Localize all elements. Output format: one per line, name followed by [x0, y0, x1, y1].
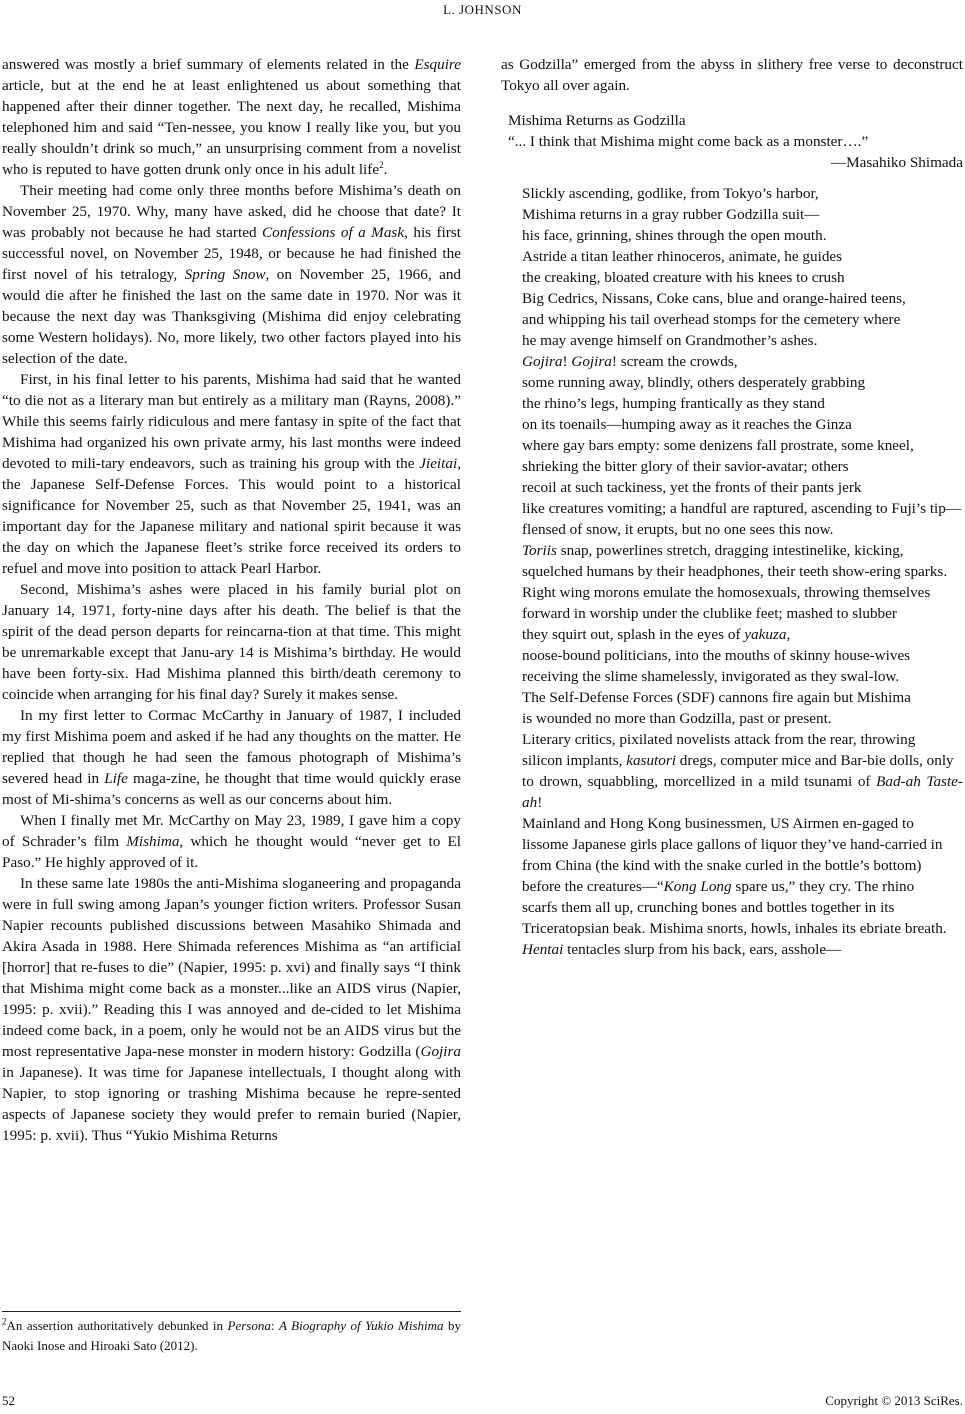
poem-line: squelched humans by their headphones, their teeth show-ering sparks. [522, 563, 948, 580]
poem-line: flensed of snow, it erupts, but no one sees this now. [522, 521, 834, 538]
poem-line: receiving the slime shamelessly, invigorated as they swal-low. [522, 668, 900, 685]
poem-line: from China (the kind with the snake curled in the bottle’s bottom) [522, 857, 922, 874]
poem-lead-in: as Godzilla” emerged from the abyss in slithery free verse to deconstruct Tokyo all over again. [501, 56, 963, 94]
body-paragraph: answered was mostly a brief summary of elements related in the Esquire article, but at the end he at least enlightened us about something that happened after their dinner together. The next day, he recalled, Mishima telephoned him and said “Ten-nessee, you know I really like you, but you really shouldn’t drink so much,” an unsurprising comment from a novelist who is reputed to have gotten drunk only once in his adult life$^2$. [2, 56, 461, 178]
poem-line: Astride a titan leather rhinoceros, animate, he guides [522, 248, 843, 265]
poem-line: Mainland and Hong Kong businessmen, US Airmen en-gaged to [522, 815, 914, 832]
poem-line: forward in worship under the clublike feet; mashed to slubber [522, 605, 897, 622]
page-number: 52 [2, 1393, 15, 1408]
poem-line: where gay bars empty: some denizens fall prostrate, some kneel, [522, 437, 914, 454]
poem-line: lissome Japanese girls place gallons of liquor they’ve hand-carried in [522, 836, 943, 853]
poem-line: on its toenails—humping away as it reaches the Ginza [522, 416, 852, 433]
footnote: $^2$An assertion authoritatively debunked in Persona: A Biography of Yukio Mishima by Naoki Inose and Hiroaki Sato (2012). [2, 1316, 462, 1353]
poem-line: the rhino’s legs, humping frantically as they stand [522, 395, 825, 412]
running-head: L. JOHNSON [443, 2, 522, 17]
poem-line: before the creatures—“Kong Long spare us,” they cry. The rhino [522, 878, 915, 895]
poem-line: they squirt out, splash in the eyes of yakuza, [522, 626, 791, 643]
poem-line: Big Cedrics, Nissans, Coke cans, blue and orange-haired teens, [522, 290, 906, 307]
poem-line: recoil at such tackiness, yet the fronts of their pants jerk [522, 479, 862, 496]
body-paragraph: In my first letter to Cormac McCarthy in January of 1987, I included my first Mishima poem and asked if he had any thoughts on the matter. He replied that though he had seen the famous photograph of Mishima’s severed head in Life maga-zine, he thought that time would quickly erase most of Mi-shima’s concerns as well as our concerns about him. [2, 707, 461, 808]
poem-line: Slickly ascending, godlike, from Tokyo’s harbor, [522, 185, 819, 202]
poem-line: Literary critics, pixilated novelists attack from the rear, throwing [522, 731, 916, 748]
copyright-notice: Copyright © 2013 SciRes. [825, 1393, 963, 1408]
poem-line: to drown, squabbling, morcellized in a mild tsunami of Bad-ah Taste-ah! [522, 773, 963, 811]
poem-line: is wounded no more than Godzilla, past or present. [522, 710, 832, 727]
poem-line: silicon implants, kasutori dregs, computer mice and Bar-bie dolls, only [522, 752, 954, 769]
poem-line: shrieking the bitter glory of their savior-avatar; others [522, 458, 849, 475]
poem-line: noose-bound politicians, into the mouths of skinny house-wives [522, 647, 911, 664]
poem-line: Triceratopsian beak. Mishima snorts, howls, inhales its ebriate breath. [522, 920, 947, 937]
body-paragraph: When I finally met Mr. McCarthy on May 23, 1989, I gave him a copy of Schrader’s film Mishima, which he thought would “never get to El Paso.” He highly approved of it. [2, 812, 461, 871]
poem-line: he may avenge himself on Grandmother’s ashes. [522, 332, 818, 349]
epigraph-author: —Masahiko Shimada [830, 154, 963, 171]
poem-line: Toriis snap, powerlines stretch, dragging intestinelike, kicking, [522, 542, 904, 559]
poem-line: Right wing morons emulate the homosexuals, throwing themselves [522, 584, 931, 601]
poem-line: some running away, blindly, others desperately grabbing [522, 374, 866, 391]
right-column [501, 54, 963, 960]
poem-line: Mishima returns in a gray rubber Godzilla suit— [522, 206, 820, 223]
body-paragraph: Second, Mishima’s ashes were placed in his family burial plot on January 14, 1971, forty-nine days after his death. The belief is that the spirit of the dead person departs for reincarna-tion at that time. This might be unremarkable except that Janu-ary 14 is Mishima’s birthday. He would have been forty-six. Had Mishima planned this birth/death ceremony to coincide when arranging for his final day? Surely it makes sense. [2, 581, 461, 703]
poem-line: Hentai tentacles slurp from his back, ears, asshole— [522, 941, 842, 958]
body-paragraph: Their meeting had come only three months before Mishima’s death on November 25, 1970. Why, many have asked, did he choose that date? It was probably not because he had started Confessions of a Mask, his first successful novel, on November 25, 1948, or because he had finished the first novel of his tetralogy, Spring Snow, on November 25, 1966, and would die after he finished the last on the same date in 1970. Nor was it because the next day was Thanksgiving (Mishima did enjoy celebrating some Western holidays). No, more likely, two other factors played into his selection of the date. [2, 182, 462, 367]
footnote-rule [2, 1311, 461, 1312]
poem-line: his face, grinning, shines through the open mouth. [522, 227, 827, 244]
poem-line: and whipping his tail overhead stomps for the cemetery where [522, 311, 901, 328]
left-column [2, 54, 461, 1146]
poem-line: like creatures vomiting; a handful are raptured, ascending to Fuji’s tip— [522, 500, 962, 517]
body-paragraph: In these same late 1980s the anti-Mishima sloganeering and propaganda were in full swing among Japan’s younger fiction writers. Professor Susan Napier recounts published discussions between Masahiko Shimada and Akira Asada in 1988. Here Shimada references Mishima as “an artificial [horror] that re-fuses to die” (Napier, 1995: p. xvi) and finally says “I think that Mishima might come back as a monster...like an AIDS virus (Napier, 1995: p. xvii).” Reading this I was annoyed and de-cided to let Mishima indeed come back, in a poem, only he would not be an AIDS virus but the most representative Japa-nese monster in modern history: Godzilla (Gojira in Japanese). It was time for Japanese intellectuals, I thought along with Napier, to stop ignoring or trashing Mishima because he repre-sented aspects of Japanese society they would prefer to remain buried (Napier, 1995: p. xvii). Thus “Yukio Mishima Returns [2, 875, 461, 1144]
poem-epigraph: “... I think that Mishima might come back as a monster….” [508, 133, 869, 150]
body-paragraph: First, in his final letter to his parents, Mishima had said that he wanted “to die not as a literary man but entirely as a military man (Rayns, 2008).” While this seems fairly ridiculous and mere fantasy in spite of the fact that Mishima had organized his own private army, his last months were indeed devoted to mili-tary endeavors, such as training his group with the Jieitai, the Japanese Self-Defense Forces. This would point to a historical significance for November 25, such as that November 25, 1941, was an important day for the Japanese military and national spirit because it was the day on which the Japanese fleet’s strike force received its orders to refuel and move into position to attack Pearl Harbor. [2, 371, 461, 577]
poem-body [522, 183, 963, 960]
poem-line: the creaking, bloated creature with his knees to crush [522, 269, 845, 286]
poem-line: scarfs them all up, crunching bones and bottles together in its [522, 899, 895, 916]
poem-title: Mishima Returns as Godzilla [508, 112, 686, 129]
poem-line: The Self-Defense Forces (SDF) cannons fire again but Mishima [522, 689, 911, 706]
poem-line: Gojira! Gojira! scream the crowds, [522, 353, 738, 370]
